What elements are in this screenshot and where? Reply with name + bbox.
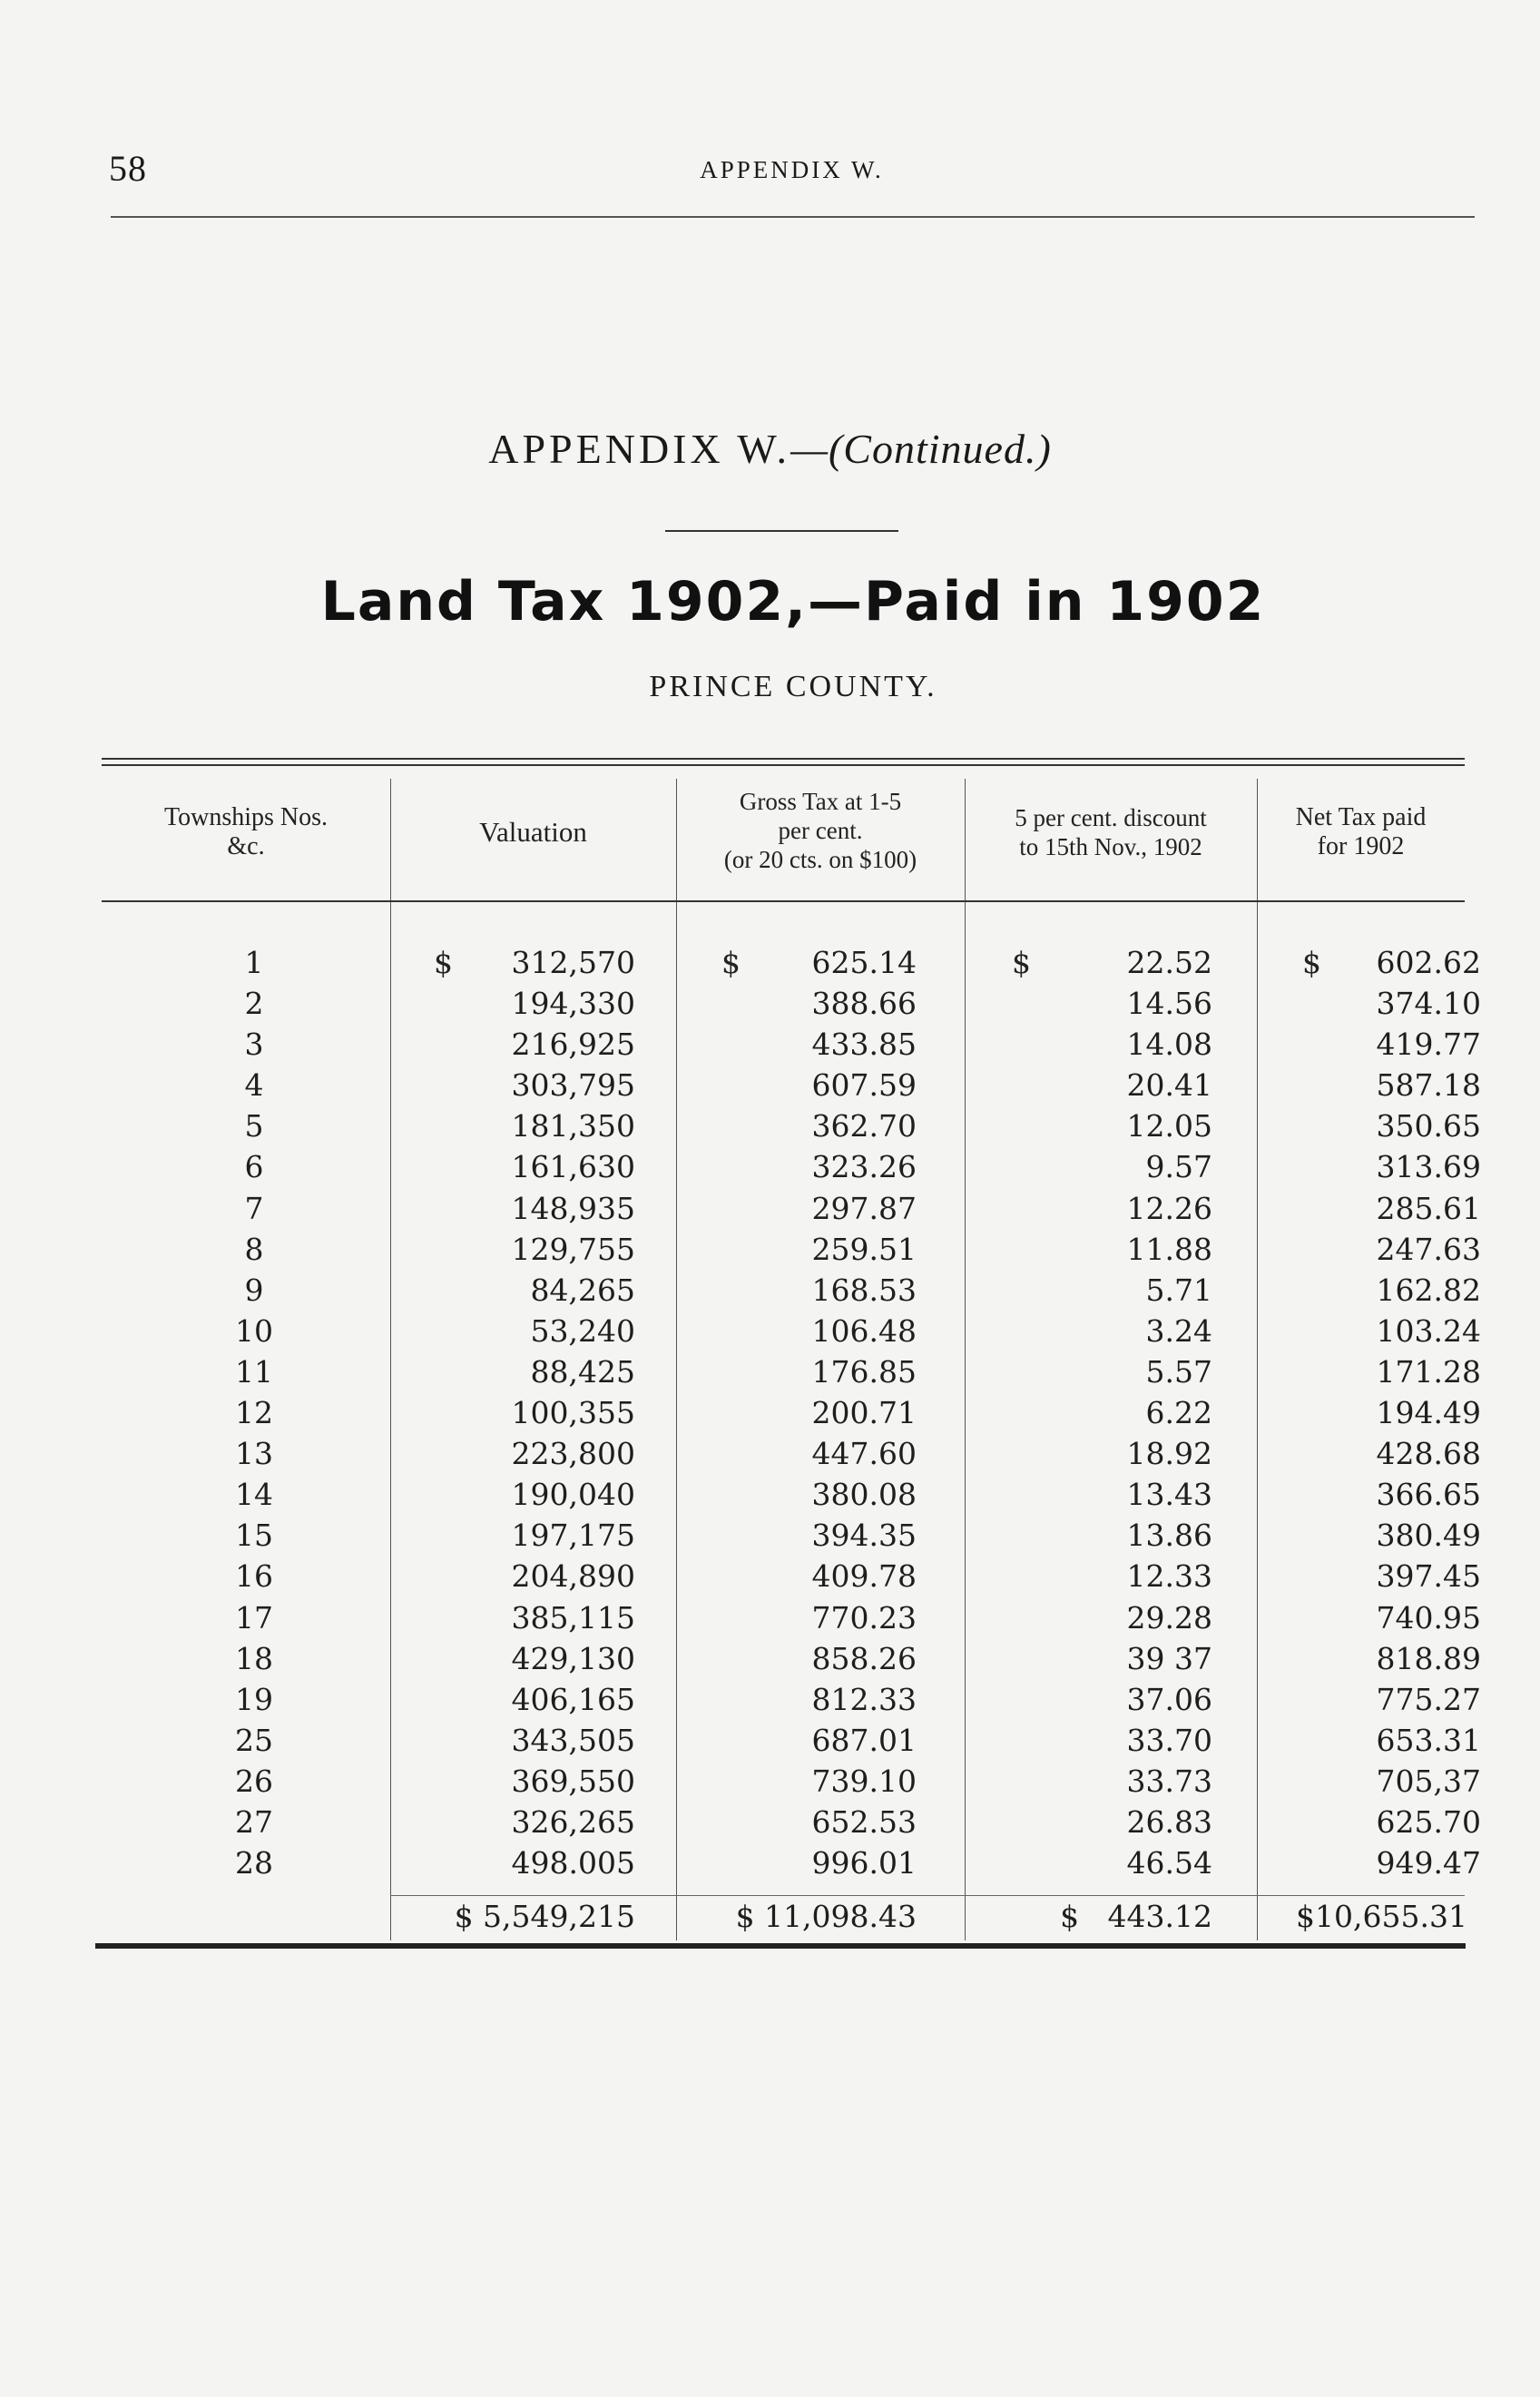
gross-tax-cell: 380.08 <box>811 1477 917 1513</box>
net-tax-cell: 653.31 <box>1376 1722 1481 1758</box>
township-cell: 2 <box>244 986 264 1022</box>
valuation-cell: 148,935 <box>511 1190 635 1226</box>
valuation-cell: 129,755 <box>511 1231 635 1267</box>
dollar-sign: $ <box>434 945 453 980</box>
gross-tax-cell: 447.60 <box>811 1436 917 1472</box>
discount-cell: 6.22 <box>1145 1395 1212 1431</box>
gross-tax-cell: 858.26 <box>811 1640 917 1676</box>
township-cell: 17 <box>235 1599 273 1636</box>
net-tax-cell: 740.95 <box>1376 1599 1481 1636</box>
valuation-cell: 326,265 <box>511 1803 635 1840</box>
gross-tax-cell: 259.51 <box>811 1231 917 1267</box>
dollar-sign: $ <box>1302 945 1321 980</box>
township-cell: 6 <box>244 1149 264 1185</box>
total-net-tax: $10,655.31 <box>1296 1899 1467 1934</box>
discount-cell: 14.56 <box>1126 986 1212 1022</box>
dollar-sign: $ <box>721 945 741 980</box>
appendix-label: APPENDIX W. <box>488 426 791 472</box>
gross-tax-cell: 687.01 <box>811 1722 917 1758</box>
township-cell: 1 <box>244 945 264 980</box>
running-head: APPENDIX W. <box>700 156 884 183</box>
gross-tax-cell: 652.53 <box>811 1803 917 1840</box>
discount-cell: 29.28 <box>1126 1599 1212 1636</box>
net-tax-cell: 366.65 <box>1376 1477 1481 1513</box>
township-cell: 3 <box>244 1027 264 1063</box>
discount-cell: 39 37 <box>1126 1640 1212 1676</box>
discount-cell: 46.54 <box>1126 1845 1212 1881</box>
net-tax-cell: 194.49 <box>1376 1395 1481 1431</box>
gross-tax-cell: 297.87 <box>811 1190 917 1226</box>
valuation-cell: 498.005 <box>511 1845 635 1881</box>
township-cell: 26 <box>235 1763 273 1799</box>
net-tax-cell: 428.68 <box>1376 1436 1481 1472</box>
valuation-cell: 429,130 <box>511 1640 635 1676</box>
discount-cell: 26.83 <box>1126 1803 1212 1840</box>
gross-tax-cell: 168.53 <box>811 1272 917 1308</box>
discount-cell: 3.24 <box>1145 1312 1212 1349</box>
valuation-cell: 190,040 <box>511 1477 635 1513</box>
valuation-cell: 303,795 <box>511 1067 635 1104</box>
gross-tax-cell: 739.10 <box>811 1763 917 1799</box>
township-cell: 4 <box>244 1067 264 1104</box>
header-net-tax: Net Tax paid for 1902 <box>1295 803 1427 860</box>
gross-tax-cell: 433.85 <box>811 1027 917 1063</box>
column-divider <box>676 779 677 1940</box>
net-tax-cell: 162.82 <box>1376 1272 1481 1308</box>
gross-tax-cell: 607.59 <box>811 1067 917 1104</box>
net-tax-cell: 625.70 <box>1376 1803 1481 1840</box>
net-tax-cell: 374.10 <box>1376 986 1481 1022</box>
valuation-cell: 204,890 <box>511 1558 635 1595</box>
valuation-cell: 369,550 <box>511 1763 635 1799</box>
net-tax-cell: 587.18 <box>1376 1067 1481 1104</box>
header-townships: Townships Nos. &c. <box>163 803 329 860</box>
net-tax-cell: 350.65 <box>1376 1108 1481 1144</box>
county-title: PRINCE COUNTY. <box>649 670 937 703</box>
township-cell: 12 <box>235 1395 273 1431</box>
header-bottom-rule <box>102 900 1465 902</box>
valuation-column <box>472 942 635 1883</box>
net-tax-cell: 775.27 <box>1376 1681 1481 1717</box>
main-title: Land Tax 1902,—Paid in 1902 <box>320 570 1266 634</box>
discount-cell: 37.06 <box>1126 1681 1212 1717</box>
total-discount: $ 443.12 <box>1060 1899 1212 1934</box>
discount-cell: 33.70 <box>1126 1722 1212 1758</box>
valuation-cell: 385,115 <box>511 1599 635 1636</box>
gross-tax-cell: 625.14 <box>811 945 917 980</box>
discount-cell: 11.88 <box>1126 1231 1212 1267</box>
township-cell: 16 <box>235 1558 273 1595</box>
township-cell: 9 <box>244 1272 264 1308</box>
township-cell: 7 <box>244 1190 264 1226</box>
discount-cell: 13.86 <box>1126 1518 1212 1554</box>
discount-cell: 22.52 <box>1126 945 1212 980</box>
township-cell: 18 <box>235 1640 273 1676</box>
discount-cell: 20.41 <box>1126 1067 1212 1104</box>
net-tax-cell: 103.24 <box>1376 1312 1481 1349</box>
valuation-cell: 84,265 <box>530 1272 635 1308</box>
gross-tax-cell: 176.85 <box>811 1353 917 1390</box>
net-tax-cell: 285.61 <box>1376 1190 1481 1226</box>
continued-label: —(Continued.) <box>790 426 1052 472</box>
net-tax-cell: 397.45 <box>1376 1558 1481 1595</box>
title-rule <box>665 530 898 532</box>
township-cell: 15 <box>235 1518 273 1554</box>
township-cell: 14 <box>235 1477 273 1513</box>
net-tax-cell: 602.62 <box>1376 945 1481 980</box>
column-divider <box>1257 779 1258 1940</box>
net-tax-cell: 313.69 <box>1376 1149 1481 1185</box>
township-cell: 10 <box>235 1312 273 1349</box>
discount-cell: 12.26 <box>1126 1190 1212 1226</box>
township-cell: 13 <box>235 1436 273 1472</box>
gross-tax-cell: 394.35 <box>811 1518 917 1554</box>
table-top-rule <box>102 758 1465 760</box>
discount-cell: 18.92 <box>1126 1436 1212 1472</box>
valuation-cell: 194,330 <box>511 986 635 1022</box>
net-tax-cell: 247.63 <box>1376 1231 1481 1267</box>
discount-cell: 13.43 <box>1126 1477 1212 1513</box>
valuation-cell: 197,175 <box>511 1518 635 1554</box>
net-tax-column <box>1325 942 1481 1883</box>
township-cell: 11 <box>235 1353 273 1390</box>
discount-cell: 33.73 <box>1126 1763 1212 1799</box>
discount-cell: 12.05 <box>1126 1108 1212 1144</box>
total-valuation: $ 5,549,215 <box>454 1899 635 1934</box>
page-number: 58 <box>109 148 147 189</box>
gross-tax-cell: 200.71 <box>811 1395 917 1431</box>
header-valuation: Valuation <box>479 816 587 848</box>
township-cell: 27 <box>235 1803 273 1840</box>
header-discount: 5 per cent. discount to 15th Nov., 1902 <box>1015 804 1207 860</box>
gross-tax-cell: 362.70 <box>811 1108 917 1144</box>
discount-cell: 14.08 <box>1126 1027 1212 1063</box>
table-top-rule-second <box>102 764 1465 766</box>
net-tax-cell: 419.77 <box>1376 1027 1481 1063</box>
gross-tax-cell: 812.33 <box>811 1681 917 1717</box>
valuation-cell: 223,800 <box>511 1436 635 1472</box>
gross-tax-cell: 409.78 <box>811 1558 917 1595</box>
net-tax-cell: 380.49 <box>1376 1518 1481 1554</box>
valuation-cell: 181,350 <box>511 1108 635 1144</box>
townships-column <box>181 942 327 1883</box>
net-tax-cell: 705,37 <box>1376 1763 1481 1799</box>
gross-tax-cell: 770.23 <box>811 1599 917 1636</box>
gross-tax-cell: 106.48 <box>811 1312 917 1349</box>
township-cell: 8 <box>244 1231 264 1267</box>
valuation-cell: 216,925 <box>511 1027 635 1063</box>
discount-cell: 5.57 <box>1145 1353 1212 1390</box>
valuation-cell: 406,165 <box>511 1681 635 1717</box>
valuation-cell: 312,570 <box>511 945 635 980</box>
discount-cell: 9.57 <box>1145 1149 1212 1185</box>
township-cell: 25 <box>235 1722 273 1758</box>
net-tax-cell: 818.89 <box>1376 1640 1481 1676</box>
valuation-cell: 161,630 <box>511 1149 635 1185</box>
township-cell: 28 <box>235 1845 273 1881</box>
column-divider <box>965 779 966 1940</box>
valuation-cell: 343,505 <box>511 1722 635 1758</box>
gross-tax-cell: 388.66 <box>811 986 917 1022</box>
table-bottom-rule <box>95 1943 1466 1949</box>
valuation-cell: 53,240 <box>530 1312 635 1349</box>
net-tax-cell: 949.47 <box>1376 1845 1481 1881</box>
valuation-cell: 100,355 <box>511 1395 635 1431</box>
gross-tax-cell: 323.26 <box>811 1149 917 1185</box>
discount-cell: 12.33 <box>1126 1558 1212 1595</box>
valuation-cell: 88,425 <box>530 1353 635 1390</box>
township-cell: 19 <box>235 1681 273 1717</box>
header-rule <box>111 216 1475 218</box>
column-divider <box>390 779 391 1940</box>
header-gross-tax: Gross Tax at 1-5 per cent. (or 20 cts. on $100) <box>723 788 917 873</box>
township-cell: 5 <box>244 1108 264 1144</box>
total-gross-tax: $ 11,098.43 <box>735 1899 917 1934</box>
gross-tax-cell: 996.01 <box>811 1845 917 1881</box>
net-tax-cell: 171.28 <box>1376 1353 1481 1390</box>
appendix-title <box>0 425 1540 473</box>
discount-cell: 5.71 <box>1145 1272 1212 1308</box>
gross-tax-column <box>762 942 917 1883</box>
dollar-sign: $ <box>1012 945 1031 980</box>
discount-column <box>1053 942 1212 1883</box>
page-header <box>109 147 1475 201</box>
